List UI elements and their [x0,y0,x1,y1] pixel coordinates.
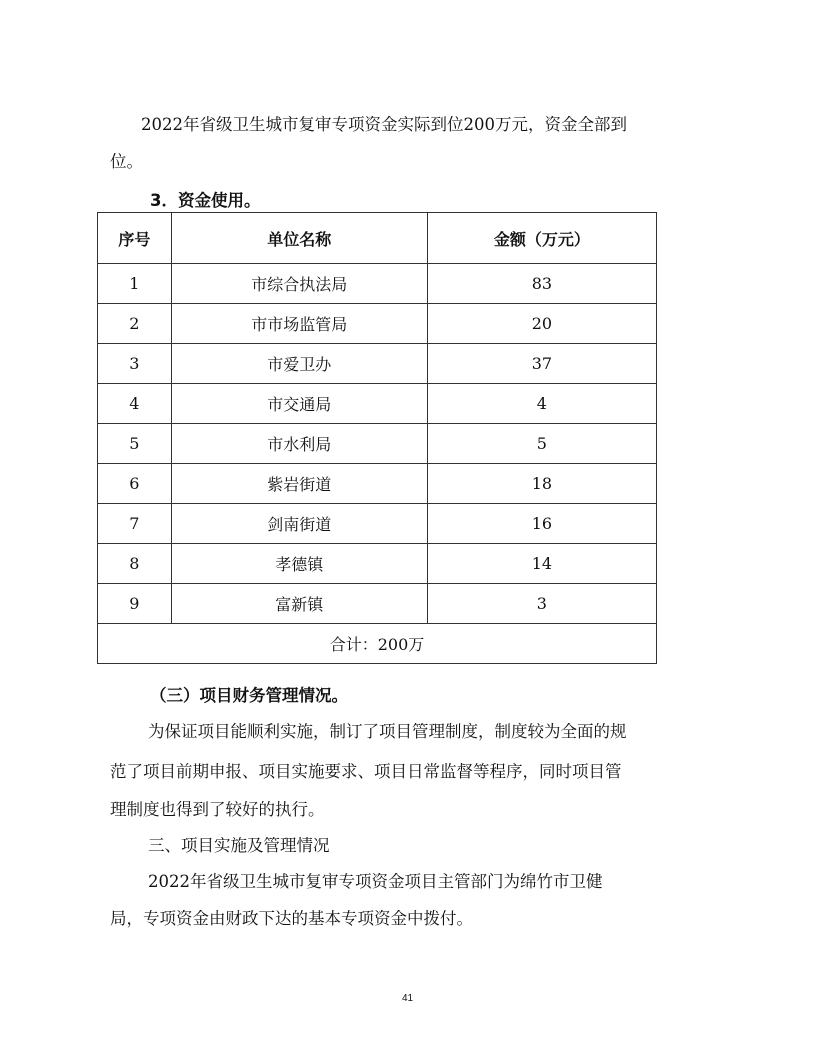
cell-unit: 市交通局 [171,384,427,424]
cell-unit: 剑南街道 [171,504,427,544]
table-total-row [98,624,657,664]
cell-amount: 16 [427,504,656,544]
table-row [98,344,657,384]
cell-index: 8 [98,544,172,584]
cell-unit: 市爱卫办 [171,344,427,384]
cell-index: 9 [98,584,172,624]
cell-index: 2 [98,304,172,344]
section-heading-fund-use: 3．资金使用。 [150,191,261,210]
cell-amount: 37 [427,344,656,384]
total-cell: 合计：200万 [98,624,657,664]
paragraph-mgmt-line1: 为保证项目能顺利实施，制订了项目管理制度，制度较为全面的规 [148,722,627,741]
cell-amount: 4 [427,384,656,424]
cell-unit: 紫岩街道 [171,464,427,504]
heading-implementation: 三、项目实施及管理情况 [148,836,330,855]
table-row [98,544,657,584]
cell-index: 1 [98,264,172,304]
table-row [98,504,657,544]
paragraph-mgmt-line2: 范了项目前期申报、项目实施要求、项目日常监督等程序，同时项目管 [110,762,622,781]
cell-unit: 市综合执法局 [171,264,427,304]
table-row [98,384,657,424]
subsection-heading-finance: （三）项目财务管理情况。 [150,686,348,705]
cell-unit: 市水利局 [171,424,427,464]
header-amount: 金额（万元） [427,213,656,264]
cell-unit: 市市场监管局 [171,304,427,344]
table-row [98,304,657,344]
cell-unit: 孝德镇 [171,544,427,584]
cell-amount: 14 [427,544,656,584]
fund-allocation-table [97,212,657,664]
paragraph-funding-line2: 位。 [110,152,143,171]
paragraph-funding-line1: 2022年省级卫生城市复审专项资金实际到位200万元，资金全部到 [141,115,627,134]
table-row [98,584,657,624]
cell-amount: 3 [427,584,656,624]
cell-amount: 83 [427,264,656,304]
cell-amount: 20 [427,304,656,344]
cell-index: 3 [98,344,172,384]
cell-index: 7 [98,504,172,544]
cell-index: 6 [98,464,172,504]
cell-unit: 富新镇 [171,584,427,624]
paragraph-mgmt-line3: 理制度也得到了较好的执行。 [110,800,325,819]
cell-amount: 5 [427,424,656,464]
paragraph-dept-line1: 2022年省级卫生城市复审专项资金项目主管部门为绵竹市卫健 [148,872,603,891]
table-row [98,264,657,304]
table-row [98,424,657,464]
cell-index: 5 [98,424,172,464]
table-row [98,464,657,504]
paragraph-dept-line2: 局，专项资金由财政下达的基本专项资金中拨付。 [110,909,473,928]
header-unit-name: 单位名称 [171,213,427,264]
cell-amount: 18 [427,464,656,504]
header-index: 序号 [98,213,172,264]
page-number: 41 [401,993,414,1004]
table-header-row [98,213,657,264]
cell-index: 4 [98,384,172,424]
